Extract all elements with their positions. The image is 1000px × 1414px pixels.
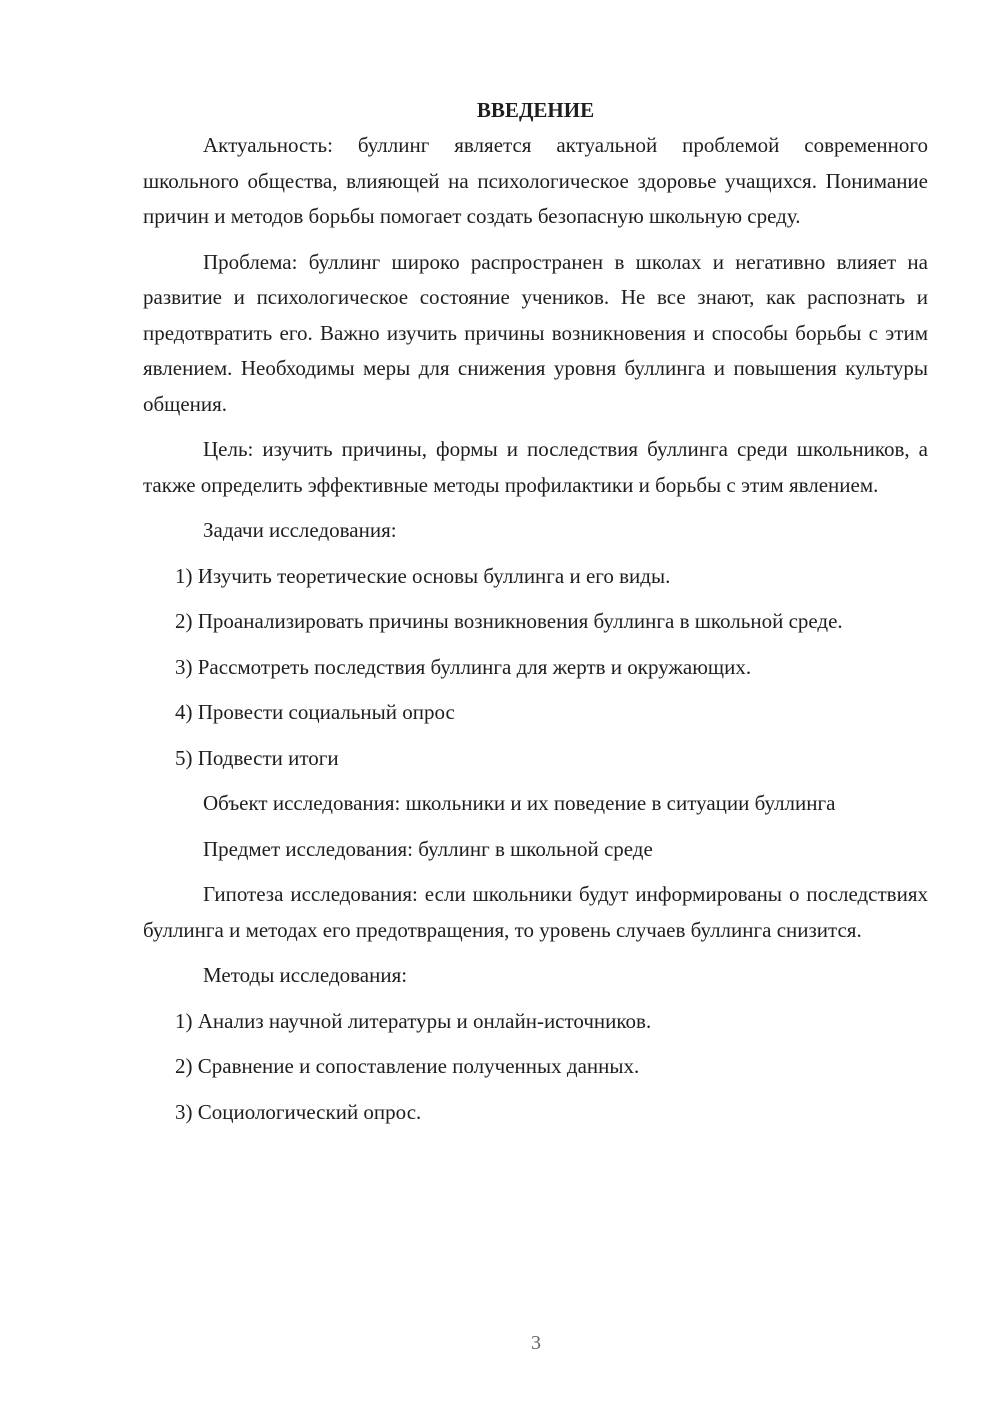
task-item: 3) Рассмотреть последствия буллинга для жертв и окружающих. bbox=[175, 654, 752, 679]
method-item: 2) Сравнение и сопоставление полученных данных. bbox=[175, 1054, 640, 1078]
method-item: 3) Социологический опрос. bbox=[175, 1099, 422, 1124]
relevance-paragraph: Актуальность: буллинг является актуальной проблемой современного школьного общества, влияющей на психологическое здоровье учащихся. Понимание причин и методов борьбы помогает создать безопасную школьную среду. bbox=[143, 133, 928, 228]
method-item: 1) Анализ научной литературы и онлайн-источников. bbox=[175, 1008, 652, 1033]
methods-label: Методы исследования: bbox=[203, 963, 408, 987]
page-number: 3 bbox=[531, 1332, 541, 1354]
object-paragraph: Объект исследования: школьники и их поведение в ситуации буллинга bbox=[203, 791, 836, 815]
section-heading: ВВЕДЕНИЕ bbox=[476, 98, 595, 122]
subject-paragraph: Предмет исследования: буллинг в школьной среде bbox=[203, 836, 653, 861]
hypothesis-paragraph: Гипотеза исследования: если школьники будут информированы о последствиях буллинга и методах его предотвращения, то уровень случаев буллинга снизится. bbox=[143, 882, 928, 942]
task-item: 5) Подвести итоги bbox=[175, 745, 339, 770]
page-content bbox=[143, 92, 928, 1140]
tasks-label: Задачи исследования: bbox=[203, 518, 397, 542]
task-item: 2) Проанализировать причины возникновения буллинга в школьной среде. bbox=[175, 609, 843, 633]
task-item: 4) Провести социальный опрос bbox=[175, 700, 455, 724]
problem-paragraph: Проблема: буллинг широко распространен в школах и негативно влияет на развитие и психологическое состояние учеников. Не все знают, как распознать и предотвратить его. Важно изучить причины возникновения и способы борьбы с этим явлением. Необходимы меры для снижения уровня буллинга и повышения культуры общения. bbox=[143, 249, 928, 416]
goal-paragraph: Цель: изучить причины, формы и последствия буллинга среди школьников, а также определить эффективные методы профилактики и борьбы с этим явлением. bbox=[143, 437, 928, 497]
task-item: 1) Изучить теоретические основы буллинга и его виды. bbox=[175, 563, 671, 588]
